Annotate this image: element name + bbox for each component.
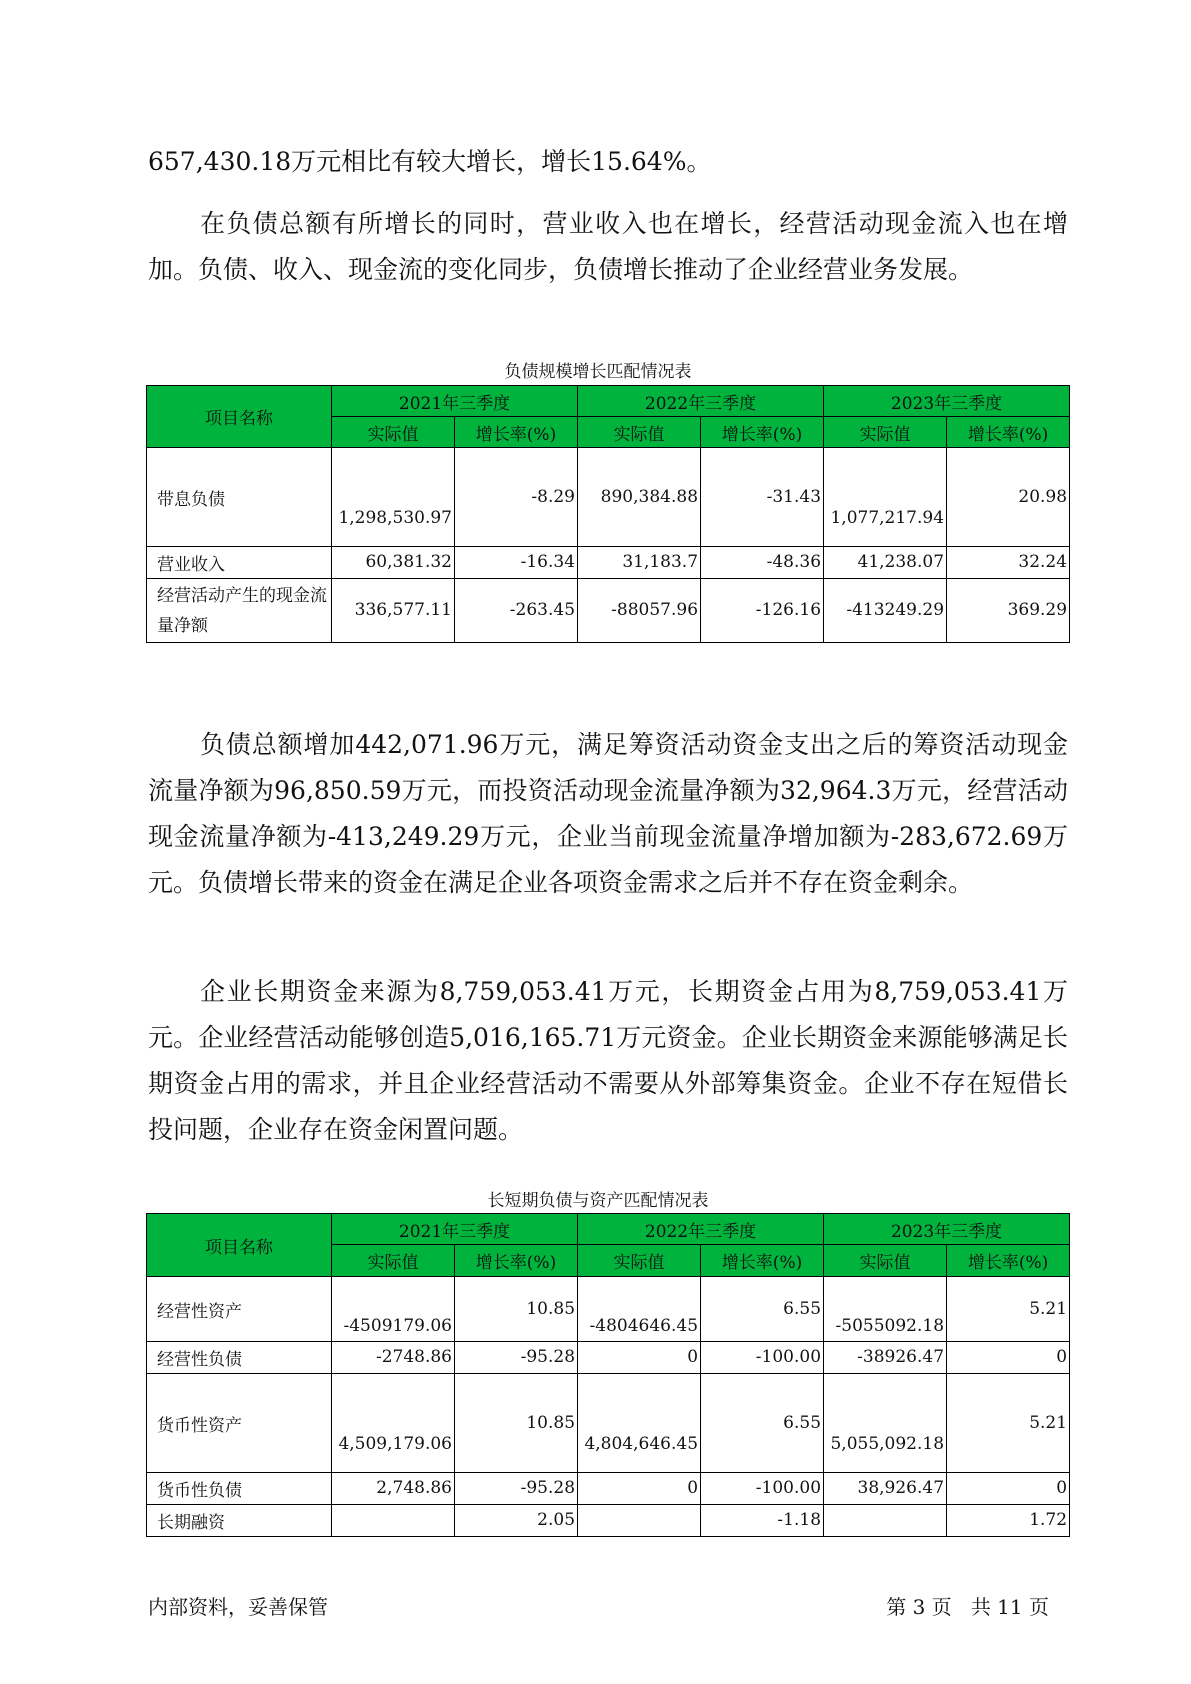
paragraph-3: 负债总额增加442,071.96万元，满足筹资活动资金支出之后的筹资活动现金流量净额为96,850.59万元，而投资活动现金流量净额为32,964.3万元，经营活动现金流量净额为-413,249.29万元，企业当前现金流量净增加额为-283,672.69万元。负债增长带来的资金在满足企业各项资金需求之后并不存在资金剩余。 [148,730,1068,897]
table-row [147,1473,1070,1505]
cell-rate: 6.55 [701,1277,824,1342]
row-name: 带息负债 [147,448,332,547]
cell-value: -38926.47 [824,1342,947,1374]
cell-value: 1,298,530.97 [332,448,455,547]
row-name: 经营性资产 [147,1277,332,1342]
cell-rate: -95.28 [455,1342,578,1374]
header-item-name: 项目名称 [147,386,332,448]
cell-rate: -48.36 [701,547,824,579]
row-name: 货币性资产 [147,1374,332,1473]
paragraph-2: 在负债总额有所增长的同时，营业收入也在增长，经营活动现金流入也在增加。负债、收入、现金流的变化同步，负债增长推动了企业经营业务发展。 [148,209,1068,284]
row-name: 经营活动产生的现金流量净额 [147,579,332,643]
table-row [147,448,1070,547]
table-row [147,579,1070,643]
cell-value: 0 [578,1473,701,1505]
row-name: 营业收入 [147,547,332,579]
header-rate: 增长率(%) [947,417,1070,448]
table-row [147,1342,1070,1374]
cell-rate: 6.55 [701,1374,824,1473]
cell-rate: 1.72 [947,1505,1070,1537]
header-item-name: 项目名称 [147,1214,332,1277]
cell-rate: -263.45 [455,579,578,643]
header-rate: 增长率(%) [701,417,824,448]
cell-rate: 0 [947,1473,1070,1505]
cell-value [578,1505,701,1537]
header-period: 2022年三季度 [578,386,824,417]
cell-rate: -95.28 [455,1473,578,1505]
cell-rate: 5.21 [947,1277,1070,1342]
cell-value: -2748.86 [332,1342,455,1374]
header-period: 2022年三季度 [578,1214,824,1245]
table2-caption: 长短期负债与资产匹配情况表 [487,1191,709,1211]
table1-caption: 负债规模增长匹配情况表 [504,362,692,382]
cell-rate: 20.98 [947,448,1070,547]
footer-page-number: 第 3 页 共 11 页 [886,1595,1049,1619]
table-liability-asset-match [146,1213,1070,1537]
cell-value: 31,183.7 [578,547,701,579]
cell-value: -88057.96 [578,579,701,643]
paragraph-4: 企业长期资金来源为8,759,053.41万元，长期资金占用为8,759,053.41万元。企业经营活动能够创造5,016,165.71万元资金。企业长期资金来源能够满足长期资金占用的需求，并且企业经营活动不需要从外部筹集资金。企业不存在短借长投问题，企业存在资金闲置问题。 [148,977,1068,1144]
header-value: 实际值 [332,417,455,448]
row-name: 经营性负债 [147,1342,332,1374]
cell-value: 0 [578,1342,701,1374]
table-row [147,1505,1070,1537]
cell-rate: 0 [947,1342,1070,1374]
header-period: 2023年三季度 [824,386,1070,417]
cell-value: 336,577.11 [332,579,455,643]
cell-rate: 5.21 [947,1374,1070,1473]
paragraph-1: 657,430.18万元相比有较大增长，增长15.64%。 [148,147,712,176]
header-value: 实际值 [824,417,947,448]
cell-value: -4509179.06 [332,1277,455,1342]
header-value: 实际值 [578,1245,701,1277]
cell-value: 890,384.88 [578,448,701,547]
cell-rate: 369.29 [947,579,1070,643]
header-rate: 增长率(%) [455,417,578,448]
cell-value: 4,509,179.06 [332,1374,455,1473]
header-value: 实际值 [332,1245,455,1277]
cell-rate: -8.29 [455,448,578,547]
cell-value: 2,748.86 [332,1473,455,1505]
cell-rate: -100.00 [701,1342,824,1374]
cell-value: 4,804,646.45 [578,1374,701,1473]
cell-value: 41,238.07 [824,547,947,579]
cell-rate: -31.43 [701,448,824,547]
cell-rate: 2.05 [455,1505,578,1537]
cell-rate: 32.24 [947,547,1070,579]
cell-value: -5055092.18 [824,1277,947,1342]
cell-value [824,1505,947,1537]
table-row [147,547,1070,579]
cell-rate: -16.34 [455,547,578,579]
cell-value: 60,381.32 [332,547,455,579]
header-value: 实际值 [578,417,701,448]
header-value: 实际值 [824,1245,947,1277]
header-period: 2021年三季度 [332,386,578,417]
header-rate: 增长率(%) [455,1245,578,1277]
header-rate: 增长率(%) [947,1245,1070,1277]
table-debt-scale [146,385,1070,643]
footer-confidential: 内部资料，妥善保管 [148,1595,328,1619]
cell-value: -4804646.45 [578,1277,701,1342]
cell-rate: -100.00 [701,1473,824,1505]
cell-value: 38,926.47 [824,1473,947,1505]
table-row [147,1374,1070,1473]
cell-value [332,1505,455,1537]
cell-value: -413249.29 [824,579,947,643]
cell-value: 5,055,092.18 [824,1374,947,1473]
header-rate: 增长率(%) [701,1245,824,1277]
cell-rate: 10.85 [455,1374,578,1473]
cell-rate: 10.85 [455,1277,578,1342]
table-row [147,1277,1070,1342]
row-name: 长期融资 [147,1505,332,1537]
header-period: 2023年三季度 [824,1214,1070,1245]
cell-rate: -1.18 [701,1505,824,1537]
cell-value: 1,077,217.94 [824,448,947,547]
row-name: 货币性负债 [147,1473,332,1505]
cell-rate: -126.16 [701,579,824,643]
header-period: 2021年三季度 [332,1214,578,1245]
